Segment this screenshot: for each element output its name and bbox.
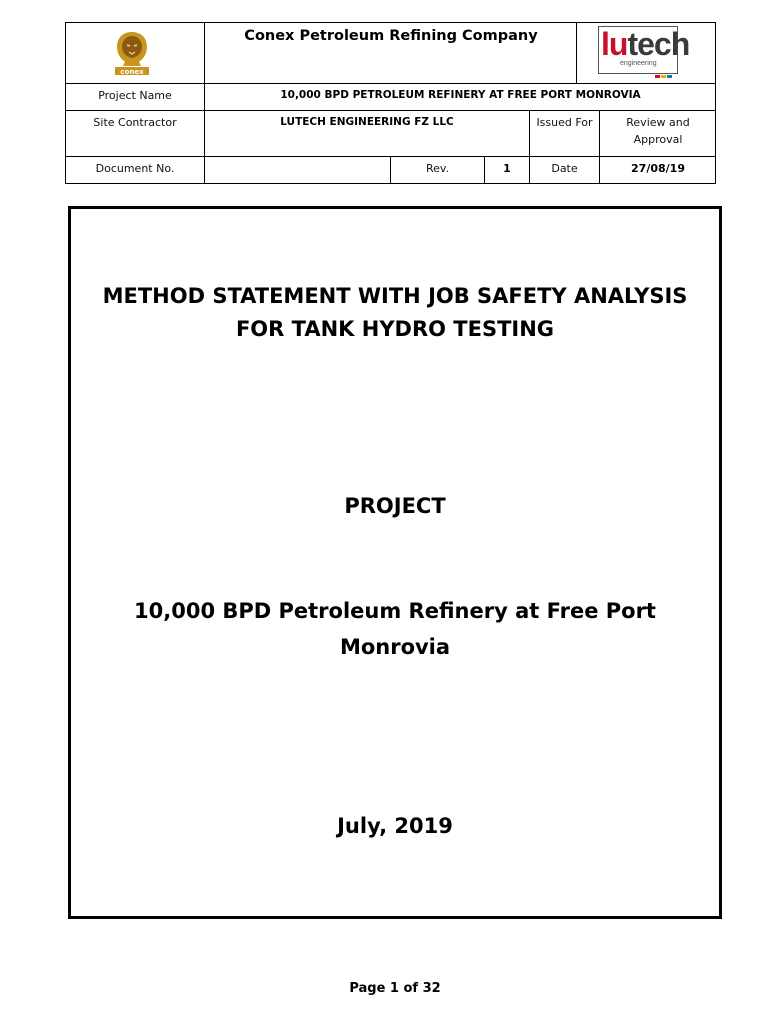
grid-line	[204, 23, 205, 184]
grid-line	[66, 156, 716, 157]
grid-line	[66, 110, 716, 111]
project-name-value: 10,000 BPD PETROLEUM REFINERY AT FREE PORT MONROVIA	[280, 89, 641, 101]
lutech-logo: lutech engineering	[598, 26, 678, 74]
document-header-table	[65, 22, 716, 184]
project-title-line1: 10,000 BPD Petroleum Refinery at Free Port	[134, 599, 656, 623]
date-value: 27/08/19	[631, 162, 685, 175]
grid-line	[576, 23, 577, 83]
grid-line	[66, 83, 716, 84]
site-contractor-value: LUTECH ENGINEERING FZ LLC	[280, 116, 454, 128]
project-heading: PROJECT	[344, 494, 446, 518]
rev-value: 1	[503, 162, 511, 175]
cover-date: July, 2019	[337, 814, 453, 838]
issued-for-value-line2: Approval	[633, 133, 683, 146]
project-name-label: Project Name	[98, 89, 172, 102]
company-name: Conex Petroleum Refining Company	[244, 28, 538, 44]
conex-logo	[111, 28, 153, 76]
document-no-label: Document No.	[95, 162, 175, 175]
title-line2: FOR TANK HYDRO TESTING	[235, 317, 555, 341]
page-number: Page 1 of 32	[349, 981, 441, 996]
project-title-line2: Monrovia	[339, 635, 451, 659]
rev-label: Rev.	[425, 162, 450, 175]
title-line1: METHOD STATEMENT WITH JOB SAFETY ANALYSIS	[102, 284, 688, 308]
svg-text:conex: conex	[120, 68, 144, 76]
issued-for-value-line1: Review and	[626, 116, 690, 129]
date-label: Date	[551, 162, 578, 175]
cover-box	[68, 206, 722, 919]
site-contractor-label: Site Contractor	[93, 116, 177, 129]
issued-for-label: Issued For	[536, 116, 593, 129]
